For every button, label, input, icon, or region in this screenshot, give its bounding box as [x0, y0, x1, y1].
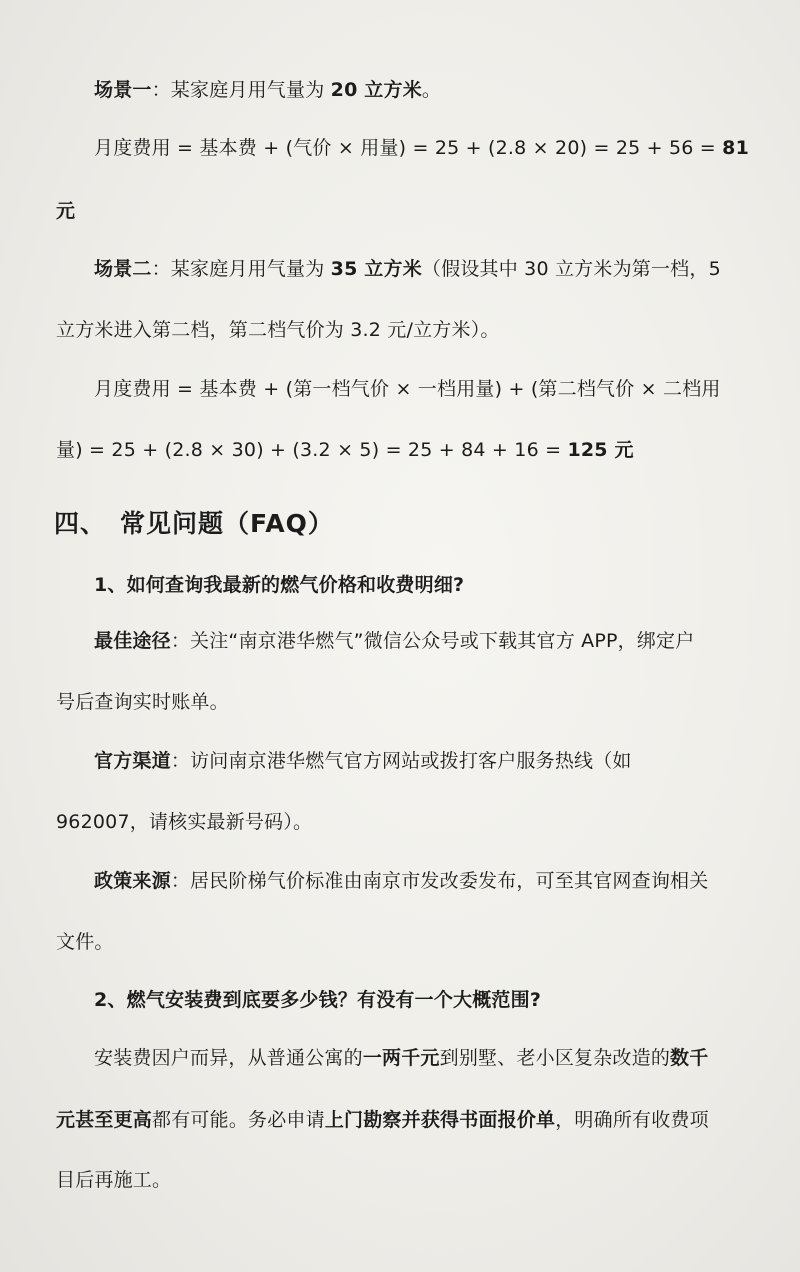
faq1-policy-text2: 文件。: [56, 931, 114, 953]
section-heading: [54, 507, 334, 541]
faq2-p2-a: 元甚至更高: [56, 1109, 153, 1131]
faq1-best-line: [94, 627, 794, 655]
scenario2-note2: 立方米进入第二档，第二档气价为 3.2 元/立方米）。: [56, 319, 500, 341]
scenario1-text: ：某家庭月用气量为: [151, 79, 331, 101]
faq1-official-text2: 962007，请核实最新号码）。: [56, 811, 313, 833]
scenario1-amount: 20 立方米: [330, 79, 422, 101]
scenario2-formula2: 量) = 25 + (2.8 × 30) + (3.2 × 5) = 25 + 84 + 16 =: [56, 439, 568, 461]
scenario2-amount: 35 立方米: [330, 258, 422, 280]
faq2-question: 2、燃气安装费到底要多少钱？有没有一个大概范围?: [94, 989, 542, 1011]
faq2-p1-a: 安装费因户而异，从普通公寓的: [94, 1047, 363, 1069]
faq2-p2-c: 上门勘察并获得书面报价单: [324, 1109, 556, 1131]
faq1-official-line: [94, 747, 794, 775]
scenario1-result-a: 81: [722, 137, 750, 159]
faq2-p2-d: ，明确所有收费项: [555, 1109, 709, 1131]
faq1-best-label: 最佳途径: [94, 630, 171, 652]
scenario2-text: ：某家庭月用气量为: [151, 258, 331, 280]
faq1-official-line2: [56, 808, 756, 836]
faq2-para-line2: [56, 1106, 756, 1134]
faq2-p1-b: 一两千元: [362, 1047, 440, 1069]
faq1-policy-text1: ：居民阶梯气价标准由南京市发改委发布，可至其官网查询相关: [170, 870, 709, 892]
scenario1-formula: 月度费用 = 基本费 + (气价 × 用量) = 25 + (2.8 × 20) = 25 + 56 =: [94, 137, 723, 159]
scenario2-formula1: 月度费用 = 基本费 + (第一档气价 × 一档用量) + (第二档气价 × 二档用: [94, 378, 721, 400]
scenario2-note1: （假设其中 30 立方米为第一档，5: [421, 258, 721, 280]
faq1-best-text2: 号后查询实时账单。: [56, 691, 229, 713]
scenario1-result-line: [56, 197, 756, 225]
scenario2-formula-line1: [94, 375, 794, 403]
faq2-p2-b: 都有可能。务必申请: [152, 1109, 325, 1131]
faq1-best-text1: ：关注“南京港华燃气”微信公众号或下载其官方 APP，绑定户: [170, 630, 695, 652]
faq2-p3: 目后再施工。: [56, 1169, 172, 1191]
scenario2-formula-line2: [56, 436, 756, 464]
section-title: 常见问题（FAQ）: [120, 509, 334, 538]
section-number: 四、: [54, 509, 107, 538]
scenario1-line: [94, 76, 794, 104]
scenario1-end: 。: [421, 79, 442, 101]
faq2-para-line1: [94, 1044, 794, 1072]
faq1-policy-line: [94, 867, 794, 895]
scenario2-line: [94, 255, 794, 283]
faq1-official-label: 官方渠道: [94, 750, 171, 772]
faq2-p1-d: 数千: [670, 1047, 709, 1069]
scenario1-result-b: 元: [56, 200, 76, 222]
scenario2-note-line: [56, 316, 756, 344]
faq1-policy-line2: [56, 928, 756, 956]
scenario2-result: 125 元: [567, 439, 634, 461]
faq1-question: 1、如何查询我最新的燃气价格和收费明细?: [94, 574, 465, 596]
faq2-p1-c: 到别墅、老小区复杂改造的: [439, 1047, 671, 1069]
faq1-official-text1: ：访问南京港华燃气官方网站或拨打客户服务热线（如: [170, 750, 632, 772]
scenario2-label: 场景二: [94, 258, 152, 280]
faq1-best-line2: [56, 688, 756, 716]
faq1-policy-label: 政策来源: [94, 870, 171, 892]
scenario1-formula-line: [94, 134, 794, 162]
scenario1-label: 场景一: [94, 79, 152, 101]
faq2-para-line3: [56, 1166, 756, 1194]
